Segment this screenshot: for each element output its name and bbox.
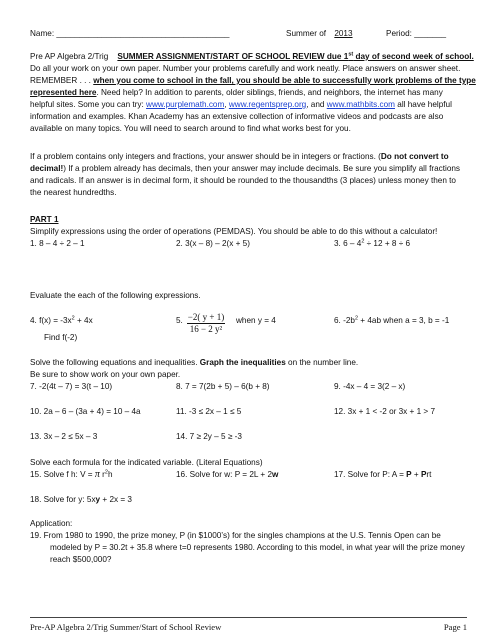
application-heading: Application: — [30, 519, 73, 528]
problem-1: 1. 8 – 4 ÷ 2 – 1 — [30, 239, 85, 248]
rules-line-1: If a problem contains only integers and fractions, your answer should be in integers or fractions. (Do not convert to — [30, 152, 449, 161]
problem-7: 7. -2(4t – 7) = 3(t – 10) — [30, 382, 113, 391]
period-field-label: Period: _______ — [386, 29, 447, 38]
part1-heading: PART 1 — [30, 215, 59, 224]
problem-12: 12. 3x + 1 < -2 or 3x + 1 > 7 — [334, 407, 436, 416]
problem-19-line-3: reach $500,000? — [50, 555, 112, 564]
footer-divider — [30, 617, 467, 618]
footer-page-number: Page 1 — [443, 622, 467, 632]
problem-5-number: 5. — [176, 316, 183, 325]
footer-title: Pre-AP Algebra 2/Trig Summer/Start of School Review — [30, 622, 222, 632]
purplemath-link[interactable]: www.purplemath.com — [146, 100, 225, 109]
problem-18: 18. Solve for y: 5xy + 2x = 3 — [30, 495, 132, 504]
problem-9: 9. -4x – 4 = 3(2 – x) — [334, 382, 406, 391]
problem-19-line-2: modeled by P = 30.2t + 35.8 where t=0 represents 1980. According to this model, in what year will the prize money — [50, 543, 465, 552]
problem-15: 15. Solve f h: V = π $r^2h$ — [30, 469, 113, 480]
part1-instructions: Simplify expressions using the order of operations (PEMDAS). You should be able to do this without a calculator! — [30, 227, 438, 236]
solve-instructions: Solve the following equations and inequalities. Graph the inequalities on the number line. — [30, 358, 359, 367]
problem-8: 8. 7 = 7(2b + 5) – 6(b + 8) — [176, 382, 270, 391]
problem-5-fraction — [186, 312, 226, 335]
mathbits-link[interactable]: www.mathbits.com — [326, 100, 395, 109]
problem-6: 6. $-2b^2 + 4ab$ when a = 3, b = -1 — [334, 315, 450, 325]
summer-label: Summer of — [286, 29, 327, 38]
intro-line-5: information and examples. Khan Academy has an extensive collection of informative videos and podcasts are also — [30, 112, 444, 121]
summer-field — [286, 29, 359, 39]
course-name: Pre AP Algebra 2/Trig — [30, 52, 109, 61]
summer-year: 2013 — [334, 29, 353, 38]
problem-13: 13. 3x – 2 ≤ 5x – 3 — [30, 432, 98, 441]
problem-3: 3. $6 - 4^2 \div 12 + 8 \div 6$ — [334, 238, 411, 248]
problem-2: 2. 3(x – 8) – 2(x + 5) — [176, 239, 250, 248]
solve-instructions-2: Be sure to show work on your own paper. — [30, 370, 181, 379]
rules-line-4: the nearest hundredths. — [30, 188, 117, 197]
evaluate-instructions: Evaluate the each of the following expressions. — [30, 291, 201, 300]
intro-line-6: available on many topics. You will need to search around to find what works best for you. — [30, 124, 351, 133]
problem-10: 10. 2a – 6 – (3a + 4) = 10 – 4a — [30, 407, 141, 416]
rules-line-2: decimal!) If a problem already has decimals, then your answer may include decimals. Be sure you simplify all fractions — [30, 164, 461, 173]
problem-17: 17. Solve for P: A = P + Prt — [334, 470, 432, 479]
name-field-label: Name: ______________________________________ — [30, 29, 230, 38]
assignment-title — [30, 52, 474, 62]
intro-line-1: Do all your work on your own paper. Number your problems carefully and work neatly. Place answers on answer sheet. — [30, 64, 461, 73]
rules-line-3: and radicals. If an answer is in decimal form, it should be rounded to the thousandths (3 places) unless money then to — [30, 176, 456, 185]
problem-19-line-1: 19. From 1980 to 1990, the prize money, P (in $1000’s) for the singles champions at the U.S. Tennis Open can be — [30, 531, 441, 540]
problem-11: 11. -3 ≤ 2x – 1 ≤ 5 — [176, 407, 242, 416]
problem-14: 14. 7 ≥ 2y – 5 ≥ -3 — [176, 432, 242, 441]
intro-line-3: represented here. Need help? In addition to parents, older siblings, friends, and neighbors, the internet has many — [30, 88, 443, 97]
regentsprep-link[interactable]: www.regentsprep.org — [228, 100, 307, 109]
problem-4: 4. $f(x) = -3x^2 + 4x$ — [30, 315, 93, 325]
problem-5-condition: when y = 4 — [236, 316, 276, 325]
problem-4-find: Find f(-2) — [44, 333, 78, 342]
intro-line-4: helpful sites. Some you can try: www.purplemath.com, www.regentsprep.org, and www.mathbits.com all have helpful — [30, 100, 452, 109]
fraction-numerator: −2( y + 1) — [187, 312, 225, 322]
problem-16: 16. Solve for w: P = 2L + 2w — [176, 470, 279, 479]
fraction-denominator: 16 − 2 y² — [189, 324, 223, 334]
intro-line-2: REMEMBER . . . when you come to school in the fall, you should be able to successfully work problems of the type — [30, 76, 476, 85]
assignment-name: SUMMER ASSIGNMENT/START OF SCHOOL REVIEW due 1st day of second week of school. — [117, 51, 474, 61]
literal-instructions: Solve each formula for the indicated variable. (Literal Equations) — [30, 458, 263, 467]
